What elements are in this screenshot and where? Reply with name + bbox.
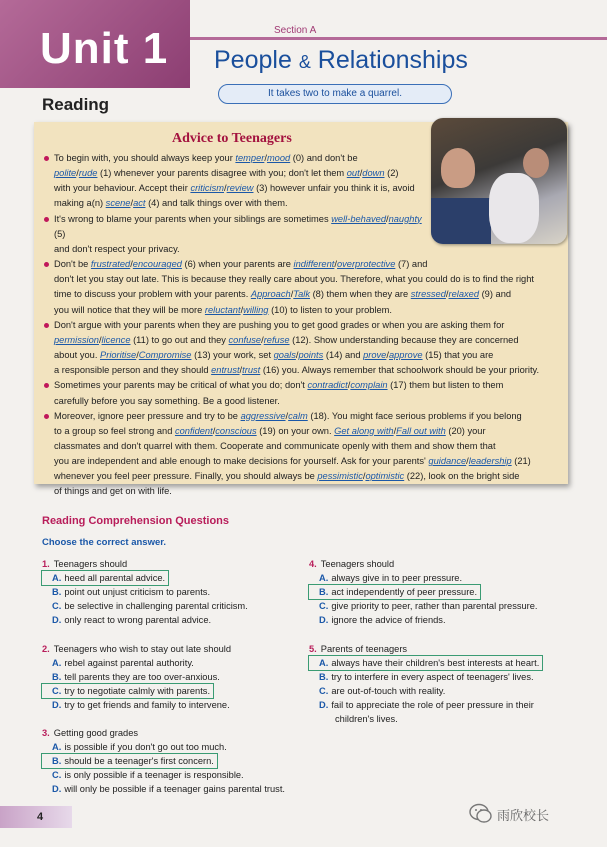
- answer-option[interactable]: D. ignore the advice of friends.: [319, 615, 446, 625]
- answer-option[interactable]: B. should be a teenager's first concern.: [42, 754, 217, 768]
- answer-option[interactable]: B. tell parents they are too over-anxious.: [52, 672, 220, 682]
- answer-option[interactable]: B. act independently of peer pressure.: [309, 585, 480, 599]
- advice-line: polite/rude (1) whenever your parents disagree with you; don't let them out/down (2): [54, 168, 399, 179]
- comprehension-title: Reading Comprehension Questions: [42, 515, 230, 527]
- question-3: 3. Getting good grades A. is possible if you don't go out too much. B. should be a teenager's first concern. C. is only possible if a teenager is responsible. D. will only be possible if a teenager gains parental trust.: [42, 726, 312, 796]
- advice-paragraph: To begin with, you should always keep your temper/mood (0) and don't be: [42, 151, 430, 166]
- page-number: 4: [37, 811, 44, 823]
- answer-option[interactable]: A. always have their children's best interests at heart.: [309, 656, 542, 670]
- question-2: 2. Teenagers who wish to stay out late should A. rebel against parental authority. B. tell parents they are too over-anxious. C. try to negotiate calmly with parents. D. try to get friends and family to intervene.: [42, 642, 292, 712]
- unit-title: People & Relationships: [214, 46, 468, 74]
- answer-option[interactable]: D. will only be possible if a teenager gains parental trust.: [52, 784, 285, 794]
- question-1: 1. Teenagers should A. heed all parental advice. B. point out unjust criticism to parents. C. be selective in challenging parental criticism. D. only react to wrong parental advice.: [42, 557, 292, 627]
- advice-title: Advice to Teenagers: [172, 131, 292, 146]
- answer-option[interactable]: A. heed all parental advice.: [42, 571, 168, 585]
- answer-option[interactable]: B. try to interfere in every aspect of teenagers' lives.: [319, 672, 534, 682]
- answer-option[interactable]: B. point out unjust criticism to parents.: [52, 587, 211, 597]
- question-4: 4. Teenagers should A. always give in to peer pressure. B. act independently of peer pressure. C. give priority to peer, rather than parental pressure. D. ignore the advice of friends.: [309, 557, 579, 627]
- answer-option[interactable]: A. always give in to peer pressure.: [319, 573, 463, 583]
- answer-option[interactable]: D. try to get friends and family to intervene.: [52, 700, 230, 710]
- watermark-text: 雨欣校长: [497, 808, 550, 823]
- answer-option[interactable]: C. be selective in challenging parental criticism.: [52, 601, 248, 611]
- unit-subtitle: It takes two to make a quarrel.: [218, 84, 452, 104]
- wechat-icon: [468, 801, 494, 827]
- section-divider: [190, 37, 607, 40]
- answer-option[interactable]: A. is possible if you don't go out too much.: [52, 742, 227, 752]
- comprehension-instruction: Choose the correct answer.: [42, 537, 167, 548]
- advice-body: To begin with, you should always keep your temper/mood (0) and don't be polite/rude (1) whenever your parents disagree with you; don't let them out/down (2) with your behaviour. Accept their criticism/review (3) however unfair you think it is, avoid making a(n) scene/act (4) and talk things over with them. It's wrong to blame your parents when your siblings are sometimes well-behaved/naughty (5) and don't respect your privacy. Don't be frustrated/encouraged (6) when your parents are indifferent/overprotective (7) and don't let you stay out late. This is because they really care about you. Therefore, what you could do is to find the right time to discuss your problem with your parents. Approach/Talk (8) them when they are stressed/relaxed (9) and you will notice that they will be more reluctant/willing (10) to listen to your problem. Don't argue with your parents when they are pushing you to get good grades or when you are asking them for permission/licence (11) to go out and they confuse/refuse (12). Show understanding because they are concerned about you. Prioritise/Compromise (13) your work, set goals/points (14) and prove/approve (15) that you are a responsible person and they should entrust/trust (16) you. Always remember that schoolwork should be your priority. Sometimes your parents may be critical of what you do; don't contradict/complain (17) them but listen to them carefully before you say something. Be a good listener. Moreover, ignore peer pressure and try to be aggressive/calm (18). You might face serious problems if you belong to a group so feel strong and confident/conscious (19) on your own. Get along with/Fall out with (20) your classmates and don't quarrel with them. Cooperate and communicate openly with them and show them that you are independent and able enough to make decisions for yourself. Ask for your parents' guidance/leadership (21) whenever you feel peer pressure. Finally, you should always be pessimistic/optimistic (22), look on the bright side of things and get on with life.: [42, 151, 544, 500]
- answer-option[interactable]: D. fail to appreciate the role of peer pressure in their: [319, 700, 534, 710]
- answer-option[interactable]: C. are out-of-touch with reality.: [319, 686, 446, 696]
- answer-option[interactable]: A. rebel against parental authority.: [52, 658, 194, 668]
- answer-option[interactable]: D. only react to wrong parental advice.: [52, 615, 212, 625]
- answer-option-continued: children's lives.: [335, 714, 398, 724]
- page-bar: [0, 806, 72, 828]
- answer-option[interactable]: C. try to negotiate calmly with parents.: [42, 684, 213, 698]
- answer-option[interactable]: C. is only possible if a teenager is responsible.: [52, 770, 244, 780]
- question-5: 5. Parents of teenagers A. always have their children's best interests at heart. B. try to interfere in every aspect of teenagers' lives. C. are out-of-touch with reality. D. fail to appreciate the role of peer pressure in their children's lives.: [309, 642, 589, 726]
- reading-heading: Reading: [42, 95, 110, 114]
- unit-label: Unit 1: [40, 24, 169, 73]
- answer-option[interactable]: C. give priority to peer, rather than parental pressure.: [319, 601, 538, 611]
- section-label: Section A: [274, 25, 317, 36]
